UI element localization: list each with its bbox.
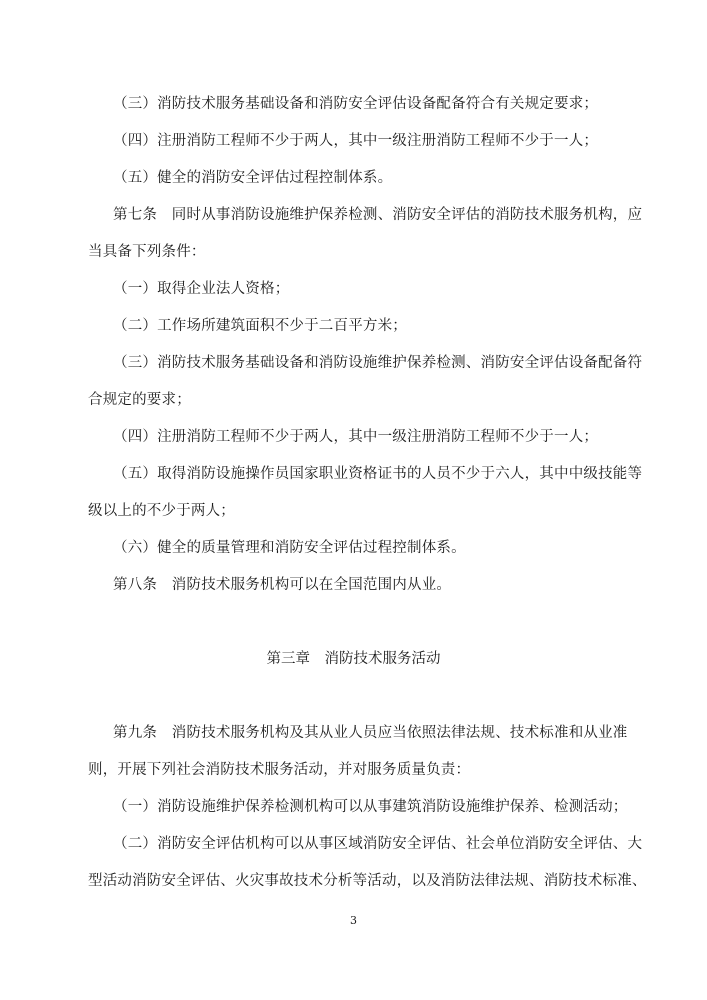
text-line: （三）消防技术服务基础设备和消防设施维护保养检测、消防安全评估设备配备符	[113, 355, 643, 371]
text-line: （二）消防安全评估机构可以从事区域消防安全评估、社会单位消防安全评估、大	[113, 836, 643, 852]
text-line: （一）取得企业法人资格；	[113, 281, 290, 297]
article-heading-line: 第九条 消防技术服务机构及其从业人员应当依照法律法规、技术标准和从业准	[113, 725, 628, 741]
text-line: 级以上的不少于两人；	[88, 503, 235, 519]
text-line: （二）工作场所建筑面积不少于二百平方米；	[113, 318, 407, 334]
text-line: （五）取得消防设施操作员国家职业资格证书的人员不少于六人，其中中级技能等	[113, 466, 643, 482]
text-line: （五）健全的消防安全评估过程控制体系。	[113, 170, 393, 186]
article-heading-line: 第八条 消防技术服务机构可以在全国范围内从业。	[113, 577, 452, 593]
chapter-heading: 第三章 消防技术服务活动	[266, 651, 441, 667]
text-line: （四）注册消防工程师不少于两人，其中一级注册消防工程师不少于一人；	[113, 429, 599, 445]
text-line: （六）健全的质量管理和消防安全评估过程控制体系。	[113, 540, 466, 556]
text-line: （四）注册消防工程师不少于两人，其中一级注册消防工程师不少于一人；	[113, 133, 599, 149]
text-line: 当具备下列条件：	[88, 244, 206, 260]
page-number: 3	[350, 914, 357, 927]
text-line: （一）消防设施维护保养检测机构可以从事建筑消防设施维护保养、检测活动；	[113, 799, 628, 815]
article-heading-line: 第七条 同时从事消防设施维护保养检测、消防安全评估的消防技术服务机构，应	[113, 207, 643, 223]
text-line: 型活动消防安全评估、火灾事故技术分析等活动，以及消防法律法规、消防技术标准、	[88, 873, 647, 889]
text-line: 合规定的要求；	[88, 392, 191, 408]
text-line: （三）消防技术服务基础设备和消防安全评估设备配备符合有关规定要求；	[113, 96, 599, 112]
text-line: 则，开展下列社会消防技术服务活动，并对服务质量负责：	[88, 762, 471, 778]
